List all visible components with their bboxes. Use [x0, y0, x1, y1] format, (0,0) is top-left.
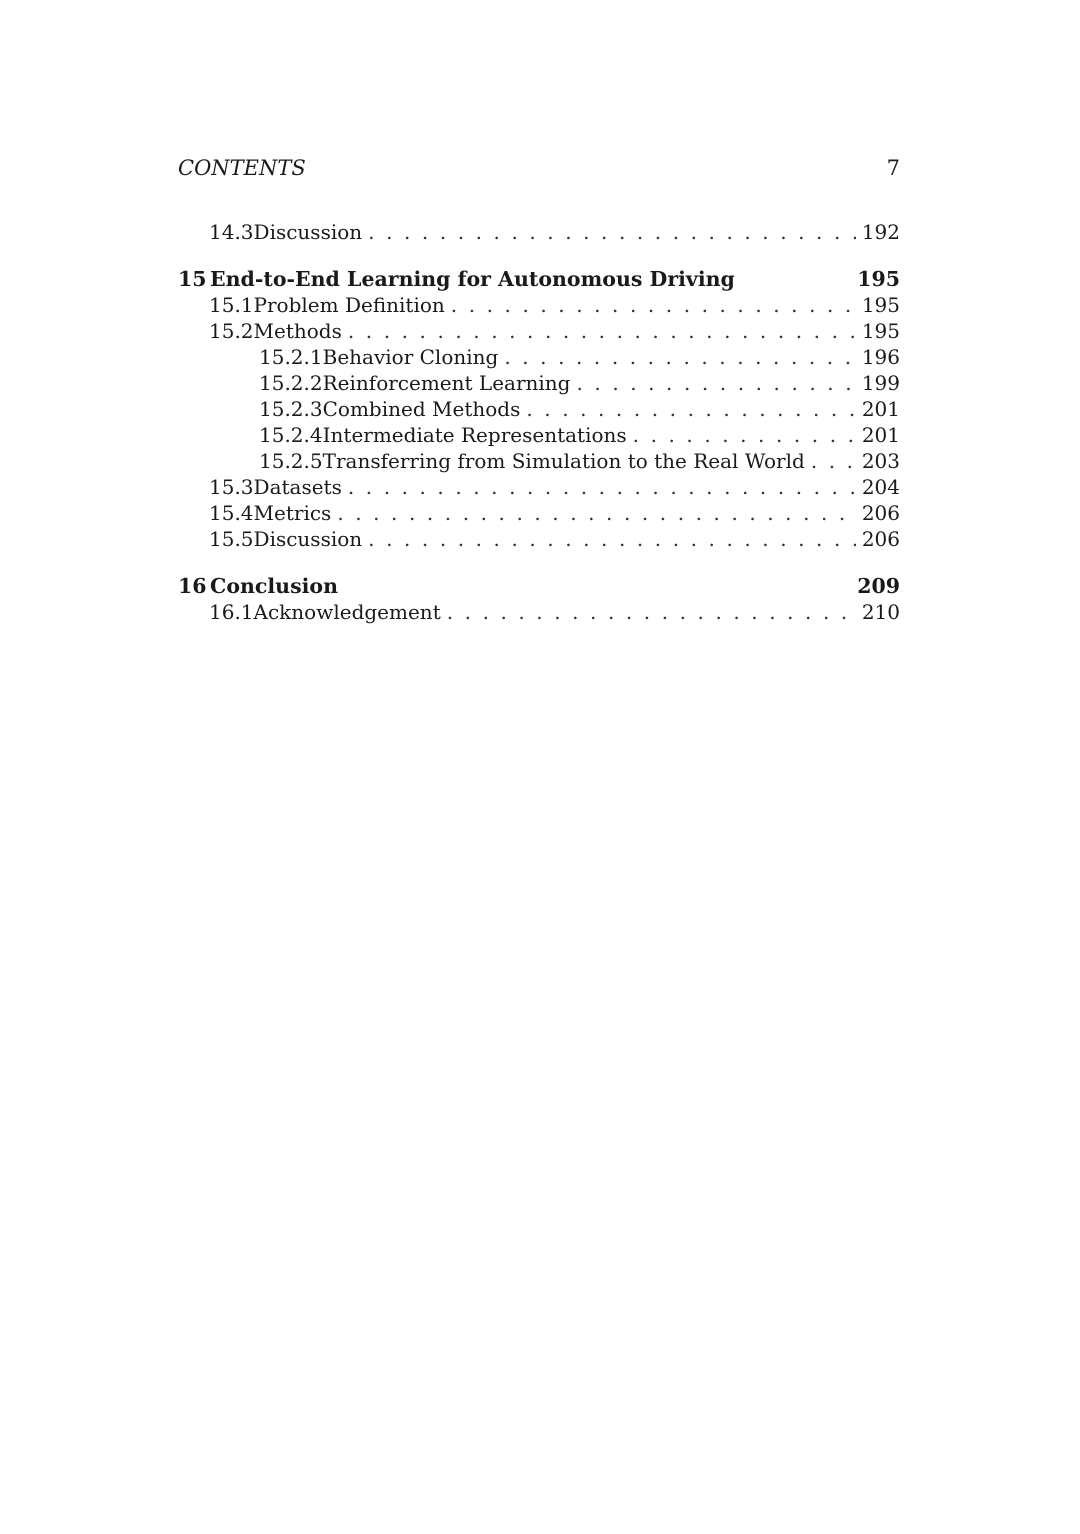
toc-entry [178, 500, 900, 526]
toc-entry [178, 396, 900, 422]
toc-entry-page: 201 [861, 423, 900, 447]
toc-entry [178, 599, 900, 625]
toc-entry [178, 370, 900, 396]
dot-leader [368, 526, 856, 552]
toc-entry-title: Metrics [253, 501, 332, 525]
dot-leader [633, 422, 856, 448]
dot-leader [576, 370, 855, 396]
toc-entry-page: 195 [861, 293, 900, 317]
toc-entry-title: Problem Definition [253, 293, 445, 317]
dot-leader [337, 500, 856, 526]
toc-entry-title: Discussion [253, 527, 363, 551]
toc-entry-title: Acknowledgement [253, 600, 441, 624]
toc-entry [178, 318, 900, 344]
toc-entry-title: Methods [253, 319, 342, 343]
toc-entry-title: Transferring from Simulation to the Real World [322, 449, 805, 473]
page-number: 7 [886, 156, 900, 180]
toc-entry-title: Datasets [253, 475, 342, 499]
toc-entry-number: 15.3 [209, 475, 254, 499]
toc-entry-page: 206 [861, 527, 900, 551]
toc-entry [178, 292, 900, 318]
running-header-title: CONTENTS [178, 156, 306, 180]
toc-entry-page: 206 [861, 501, 900, 525]
dot-leader [348, 474, 856, 500]
toc-chapter-page: 209 [857, 574, 900, 598]
toc-chapter-number: 15 [178, 267, 207, 291]
toc-chapter-title: End-to-End Learning for Autonomous Driving [210, 267, 735, 291]
toc-entry-title: Combined Methods [322, 397, 521, 421]
dot-leader [504, 344, 855, 370]
toc-chapter-title: Conclusion [210, 574, 338, 598]
toc-entry-page: 203 [861, 449, 900, 473]
dot-leader [368, 219, 856, 245]
running-header [178, 156, 900, 186]
dot-leader [526, 396, 855, 422]
toc-entry-title: Behavior Cloning [322, 345, 499, 369]
toc-entry-number: 15.2 [209, 319, 254, 343]
toc-entry [178, 526, 900, 552]
dot-leader [348, 318, 856, 344]
toc-entry [178, 474, 900, 500]
toc-entry-number: 14.3 [209, 220, 254, 244]
toc-chapter-number: 16 [178, 574, 207, 598]
toc-entry-page: 196 [861, 345, 900, 369]
toc-entry [178, 422, 900, 448]
document-page [178, 0, 900, 1534]
dot-leader [451, 292, 856, 318]
toc-entry-page: 199 [861, 371, 900, 395]
toc-entry-page: 195 [861, 319, 900, 343]
toc-entry-title: Intermediate Representations [322, 423, 627, 447]
toc-entry-number: 15.2.1 [259, 345, 323, 369]
toc-entry-number: 15.1 [209, 293, 254, 317]
dot-leader [447, 599, 856, 625]
toc-chapter [178, 266, 900, 292]
toc-entry-number: 15.2.3 [259, 397, 323, 421]
toc-chapter-page: 195 [857, 267, 900, 291]
toc-entry-title: Discussion [253, 220, 363, 244]
table-of-contents [178, 219, 900, 625]
toc-entry-number: 16.1 [209, 600, 254, 624]
toc-entry-number: 15.2.2 [259, 371, 323, 395]
toc-entry-number: 15.2.4 [259, 423, 323, 447]
toc-chapter [178, 573, 900, 599]
toc-entry-page: 204 [861, 475, 900, 499]
toc-entry-page: 201 [861, 397, 900, 421]
toc-entry-page: 192 [861, 220, 900, 244]
toc-entry-number: 15.5 [209, 527, 254, 551]
toc-entry [178, 344, 900, 370]
toc-entry [178, 219, 900, 245]
dot-leader [811, 448, 856, 474]
toc-entry-page: 210 [861, 600, 900, 624]
toc-entry [178, 448, 900, 474]
toc-entry-number: 15.2.5 [259, 449, 323, 473]
toc-entry-number: 15.4 [209, 501, 254, 525]
toc-entry-title: Reinforcement Learning [322, 371, 571, 395]
